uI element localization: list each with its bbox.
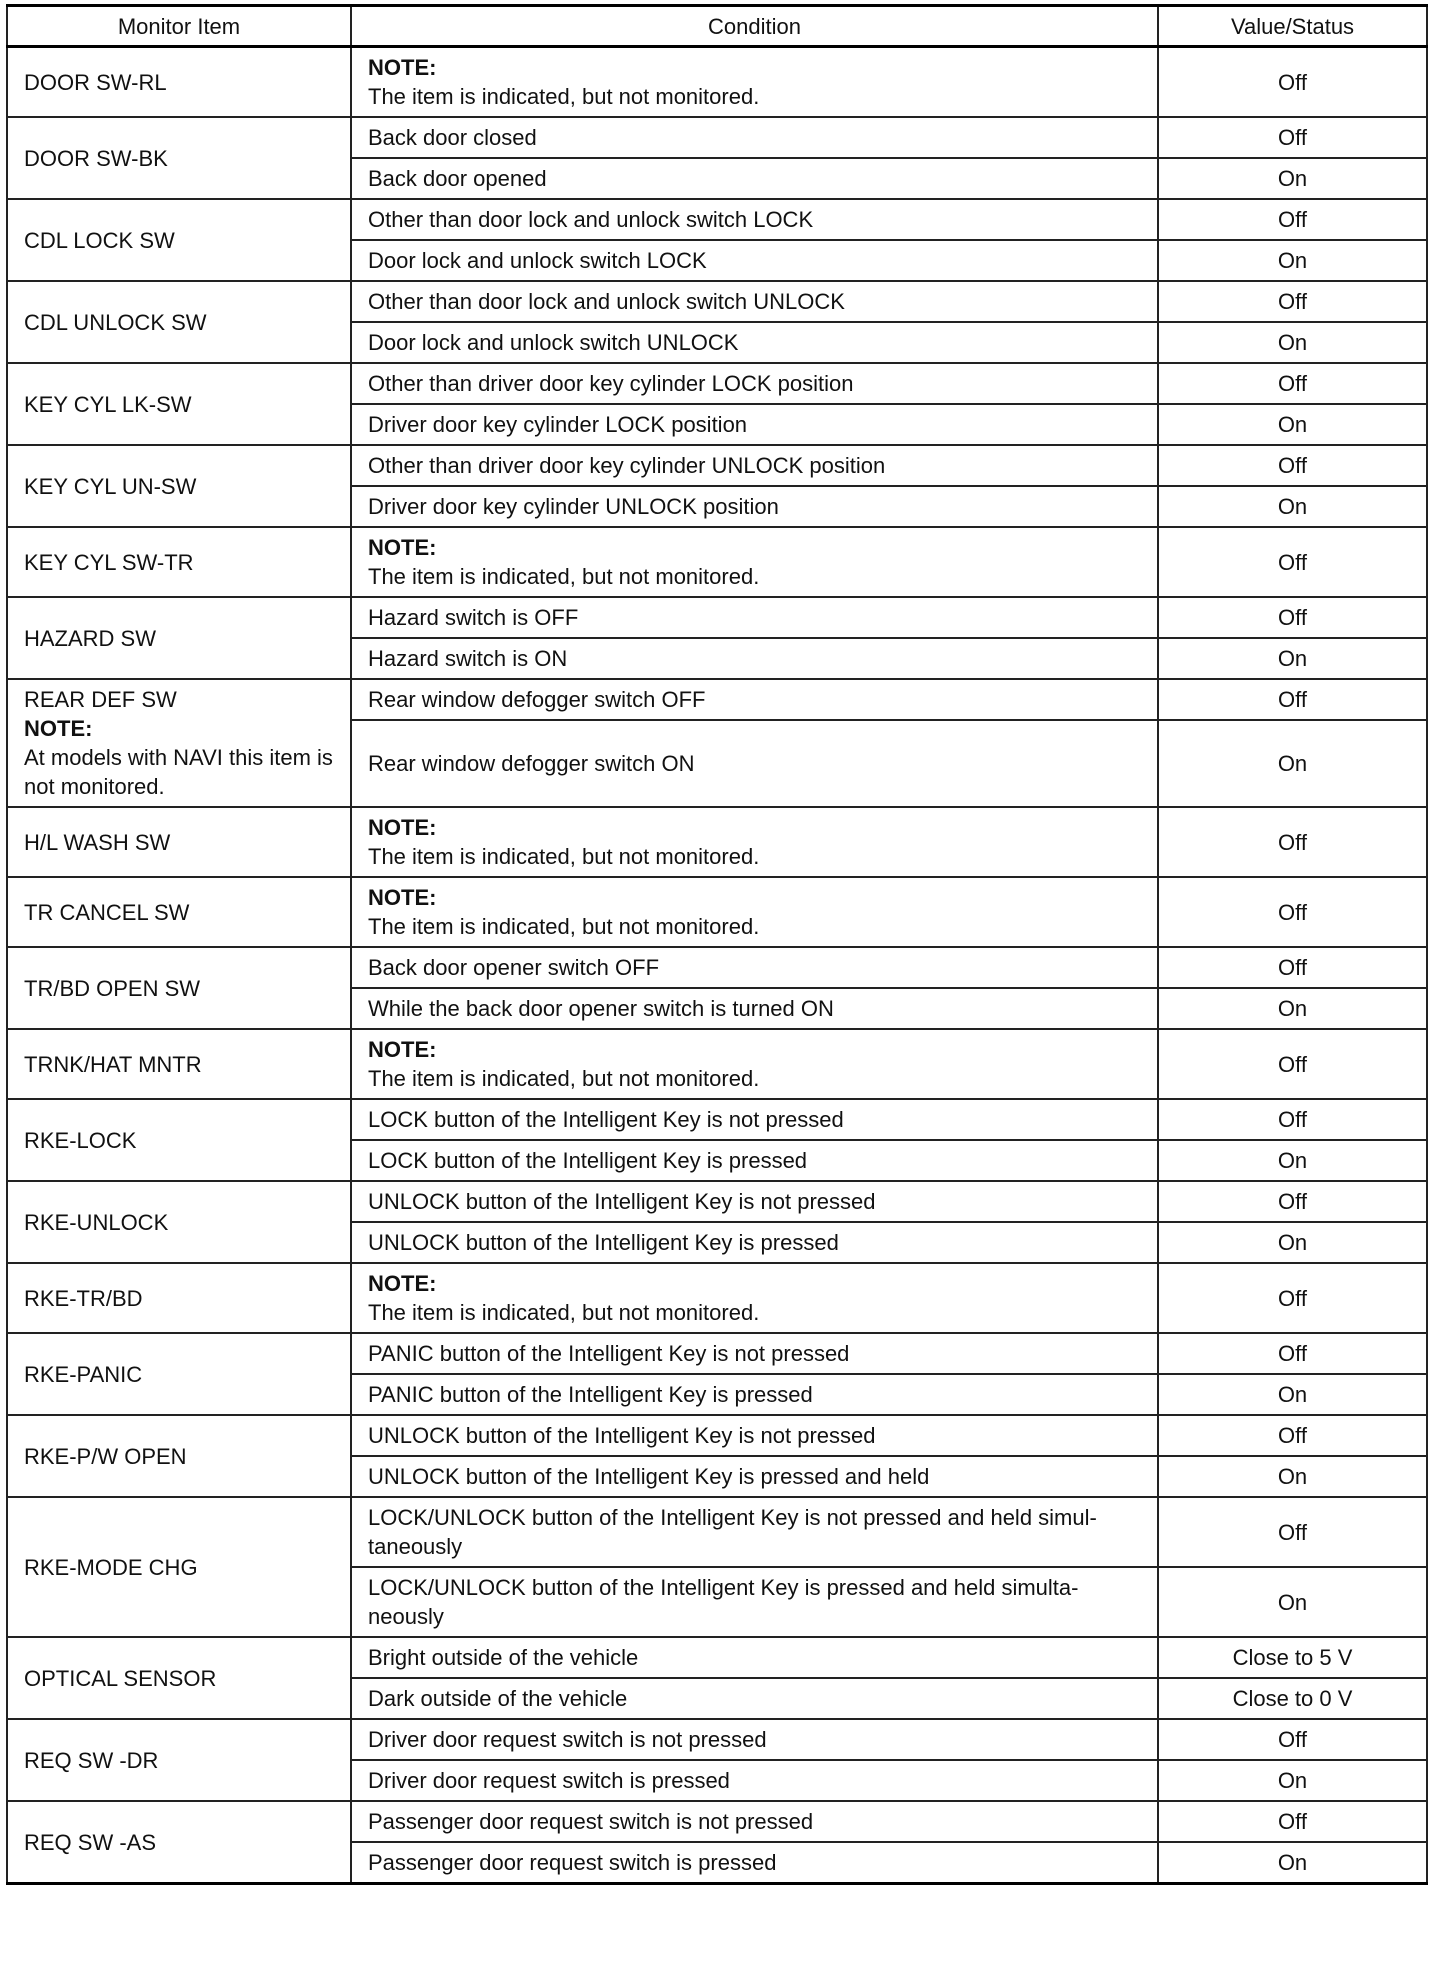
monitor-item-cell: [7, 1801, 351, 1884]
monitor-item-name: RKE-MODE CHG: [24, 1554, 198, 1580]
condition-text: Back door closed: [368, 125, 537, 150]
condition-text: neously: [368, 1604, 444, 1629]
value-status-cell: On: [1158, 240, 1427, 281]
monitor-item-cell: [7, 877, 351, 947]
condition-cell: [351, 1181, 1158, 1222]
monitor-item-name: REQ SW -DR: [24, 1747, 159, 1773]
header-monitor-item: Monitor Item: [7, 6, 351, 47]
monitor-item-name: DOOR SW-BK: [24, 145, 168, 171]
monitor-item-name: KEY CYL UN-SW: [24, 473, 197, 499]
monitor-item-name: RKE-PANIC: [24, 1361, 143, 1387]
table-row: [7, 1497, 1427, 1567]
condition-cell: [351, 158, 1158, 199]
table-row: [7, 527, 1427, 597]
condition-cell: [351, 240, 1158, 281]
monitor-item-name: TRNK/HAT MNTR: [24, 1051, 202, 1077]
monitor-item-name: TR CANCEL SW: [24, 899, 190, 925]
condition-text: Driver door request switch is not pressed: [368, 1727, 767, 1752]
condition-note: The item is indicated, but not monitored.: [368, 844, 760, 869]
monitor-item-cell: [7, 679, 351, 807]
condition-text: PANIC button of the Intelligent Key is not pressed: [368, 1341, 850, 1366]
header-row: [7, 6, 1427, 47]
condition-cell: [351, 1222, 1158, 1263]
condition-text: LOCK button of the Intelligent Key is not pressed: [368, 1107, 844, 1132]
condition-text: Driver door request switch is pressed: [368, 1768, 730, 1793]
monitor-item-note: At models with NAVI this item is not monitored.: [24, 745, 333, 799]
monitor-item-name: REQ SW -AS: [24, 1829, 157, 1855]
monitor-item-cell: [7, 199, 351, 281]
table-row: [7, 1029, 1427, 1099]
value-status-cell: Off: [1158, 597, 1427, 638]
value-status-cell: Off: [1158, 947, 1427, 988]
value-status-cell: On: [1158, 988, 1427, 1029]
condition-text: taneously: [368, 1534, 463, 1559]
monitor-item-cell: [7, 1637, 351, 1719]
condition-cell: [351, 404, 1158, 445]
condition-text: LOCK button of the Intelligent Key is pressed: [368, 1148, 808, 1173]
monitor-item-cell: [7, 1029, 351, 1099]
condition-cell: [351, 486, 1158, 527]
condition-text: Other than door lock and unlock switch UNLOCK: [368, 289, 845, 314]
condition-cell: [351, 363, 1158, 404]
condition-cell: [351, 877, 1158, 947]
value-status-cell: On: [1158, 638, 1427, 679]
condition-cell: [351, 720, 1158, 807]
table-row: [7, 281, 1427, 322]
condition-text: Hazard switch is ON: [368, 646, 568, 671]
monitor-item-table: [6, 4, 1428, 1885]
value-status-cell: Off: [1158, 1099, 1427, 1140]
value-status-cell: Close to 0 V: [1158, 1678, 1427, 1719]
condition-text: UNLOCK button of the Intelligent Key is pressed: [368, 1230, 839, 1255]
note-label: NOTE:: [368, 1271, 437, 1296]
table-row: [7, 445, 1427, 486]
condition-cell: [351, 1456, 1158, 1497]
condition-text: UNLOCK button of the Intelligent Key is pressed and held: [368, 1464, 930, 1489]
monitor-item-cell: [7, 117, 351, 199]
monitor-item-name: HAZARD SW: [24, 625, 156, 651]
note-label: NOTE:: [368, 885, 437, 910]
value-status-cell: Off: [1158, 1497, 1427, 1567]
condition-cell: [351, 1637, 1158, 1678]
monitor-item-cell: [7, 947, 351, 1029]
condition-text: Dark outside of the vehicle: [368, 1686, 628, 1711]
value-status-cell: Off: [1158, 1333, 1427, 1374]
value-status-cell: On: [1158, 1842, 1427, 1884]
value-status-cell: Off: [1158, 1415, 1427, 1456]
header-condition: Condition: [351, 6, 1158, 47]
condition-text: Back door opened: [368, 166, 547, 191]
table-row: [7, 1801, 1427, 1842]
condition-cell: [351, 988, 1158, 1029]
condition-cell: [351, 1140, 1158, 1181]
value-status-cell: Off: [1158, 679, 1427, 720]
note-label: NOTE:: [24, 716, 93, 741]
condition-text: Hazard switch is OFF: [368, 605, 579, 630]
value-status-cell: Off: [1158, 807, 1427, 877]
condition-text: Bright outside of the vehicle: [368, 1645, 639, 1670]
monitor-item-cell: [7, 527, 351, 597]
note-label: NOTE:: [368, 1037, 437, 1062]
condition-cell: [351, 679, 1158, 720]
condition-cell: [351, 1760, 1158, 1801]
header-value-status: Value/Status: [1158, 6, 1427, 47]
condition-cell: [351, 1263, 1158, 1333]
condition-text: Back door opener switch OFF: [368, 955, 660, 980]
table-row: [7, 1181, 1427, 1222]
table-row: [7, 597, 1427, 638]
table-row: [7, 363, 1427, 404]
value-status-cell: On: [1158, 1374, 1427, 1415]
condition-cell: [351, 1333, 1158, 1374]
table-row: [7, 1637, 1427, 1678]
table-row: [7, 1263, 1427, 1333]
value-status-cell: On: [1158, 720, 1427, 807]
note-label: NOTE:: [368, 815, 437, 840]
value-status-cell: On: [1158, 486, 1427, 527]
monitor-item-name: REAR DEF SW: [24, 687, 177, 712]
condition-text: Other than driver door key cylinder UNLOCK position: [368, 453, 886, 478]
condition-cell: [351, 947, 1158, 988]
monitor-item-name: CDL UNLOCK SW: [24, 309, 207, 335]
note-label: NOTE:: [368, 535, 437, 560]
value-status-cell: Off: [1158, 1801, 1427, 1842]
condition-cell: [351, 1842, 1158, 1884]
condition-text: Driver door key cylinder UNLOCK position: [368, 494, 779, 519]
condition-note: The item is indicated, but not monitored.: [368, 1300, 760, 1325]
condition-text: Other than driver door key cylinder LOCK position: [368, 371, 854, 396]
note-label: NOTE:: [368, 55, 437, 80]
condition-cell: [351, 1801, 1158, 1842]
condition-text: PANIC button of the Intelligent Key is pressed: [368, 1382, 813, 1407]
table-row: [7, 1333, 1427, 1374]
table-row: [7, 947, 1427, 988]
value-status-cell: Off: [1158, 117, 1427, 158]
condition-cell: [351, 1497, 1158, 1567]
value-status-cell: Off: [1158, 363, 1427, 404]
condition-cell: [351, 445, 1158, 486]
monitor-item-cell: [7, 47, 351, 118]
condition-text: Passenger door request switch is pressed: [368, 1850, 777, 1875]
condition-cell: [351, 1719, 1158, 1760]
monitor-item-name: TR/BD OPEN SW: [24, 975, 201, 1001]
condition-cell: [351, 47, 1158, 118]
monitor-item-cell: [7, 1497, 351, 1637]
condition-cell: [351, 1374, 1158, 1415]
value-status-cell: Off: [1158, 1719, 1427, 1760]
condition-cell: [351, 1099, 1158, 1140]
condition-cell: [351, 1029, 1158, 1099]
value-status-cell: On: [1158, 322, 1427, 363]
condition-cell: [351, 117, 1158, 158]
value-status-cell: Off: [1158, 199, 1427, 240]
condition-cell: [351, 527, 1158, 597]
condition-text: While the back door opener switch is turned ON: [368, 996, 834, 1021]
condition-cell: [351, 1567, 1158, 1637]
monitor-item-cell: [7, 1415, 351, 1497]
value-status-cell: Off: [1158, 877, 1427, 947]
monitor-item-cell: [7, 445, 351, 527]
value-status-cell: On: [1158, 158, 1427, 199]
monitor-item-name: OPTICAL SENSOR: [24, 1665, 217, 1691]
value-status-cell: Off: [1158, 1263, 1427, 1333]
monitor-item-name: KEY CYL SW-TR: [24, 549, 194, 575]
condition-text: Door lock and unlock switch LOCK: [368, 248, 707, 273]
value-status-cell: Off: [1158, 445, 1427, 486]
monitor-item-name: RKE-P/W OPEN: [24, 1443, 187, 1469]
value-status-cell: Close to 5 V: [1158, 1637, 1427, 1678]
monitor-item-cell: [7, 1099, 351, 1181]
table-row: [7, 1415, 1427, 1456]
condition-note: The item is indicated, but not monitored.: [368, 914, 760, 939]
monitor-item-name: RKE-UNLOCK: [24, 1209, 169, 1235]
condition-text: UNLOCK button of the Intelligent Key is not pressed: [368, 1189, 876, 1214]
condition-cell: [351, 807, 1158, 877]
monitor-item-name: CDL LOCK SW: [24, 227, 175, 253]
condition-cell: [351, 322, 1158, 363]
table-row: [7, 807, 1427, 877]
value-status-cell: On: [1158, 1456, 1427, 1497]
condition-cell: [351, 1678, 1158, 1719]
table-row: [7, 117, 1427, 158]
monitor-item-cell: [7, 281, 351, 363]
condition-text: Passenger door request switch is not pressed: [368, 1809, 814, 1834]
condition-text: Rear window defogger switch ON: [368, 751, 695, 776]
value-status-cell: Off: [1158, 281, 1427, 322]
value-status-cell: On: [1158, 1140, 1427, 1181]
value-status-cell: On: [1158, 404, 1427, 445]
monitor-item-cell: [7, 597, 351, 679]
table-body: [7, 47, 1427, 1884]
condition-text: Door lock and unlock switch UNLOCK: [368, 330, 739, 355]
table-row: [7, 47, 1427, 118]
monitor-item-cell: [7, 1181, 351, 1263]
table-row: [7, 1099, 1427, 1140]
condition-text: LOCK/UNLOCK button of the Intelligent Key is pressed and held simulta-: [368, 1575, 1079, 1600]
value-status-cell: Off: [1158, 1029, 1427, 1099]
value-status-cell: On: [1158, 1222, 1427, 1263]
condition-text: Driver door key cylinder LOCK position: [368, 412, 748, 437]
monitor-item-name: RKE-TR/BD: [24, 1285, 143, 1311]
condition-text: UNLOCK button of the Intelligent Key is not pressed: [368, 1423, 876, 1448]
condition-text: Other than door lock and unlock switch LOCK: [368, 207, 814, 232]
value-status-cell: On: [1158, 1760, 1427, 1801]
monitor-item-cell: [7, 1263, 351, 1333]
value-status-cell: On: [1158, 1567, 1427, 1637]
condition-cell: [351, 199, 1158, 240]
monitor-item-cell: [7, 363, 351, 445]
condition-cell: [351, 1415, 1158, 1456]
condition-text: LOCK/UNLOCK button of the Intelligent Key is not pressed and held simul-: [368, 1505, 1097, 1530]
condition-cell: [351, 597, 1158, 638]
monitor-item-name: H/L WASH SW: [24, 829, 171, 855]
condition-note: The item is indicated, but not monitored.: [368, 1066, 760, 1091]
condition-text: Rear window defogger switch OFF: [368, 687, 706, 712]
condition-note: The item is indicated, but not monitored.: [368, 564, 760, 589]
monitor-item-name: KEY CYL LK-SW: [24, 391, 192, 417]
table-row: [7, 679, 1427, 720]
monitor-item-cell: [7, 1719, 351, 1801]
table-row: [7, 199, 1427, 240]
table-row: [7, 877, 1427, 947]
value-status-cell: Off: [1158, 47, 1427, 118]
condition-cell: [351, 638, 1158, 679]
table-row: [7, 1719, 1427, 1760]
monitor-item-cell: [7, 807, 351, 877]
monitor-item-name: DOOR SW-RL: [24, 69, 167, 95]
monitor-item-name: RKE-LOCK: [24, 1127, 137, 1153]
value-status-cell: Off: [1158, 1181, 1427, 1222]
monitor-item-cell: [7, 1333, 351, 1415]
value-status-cell: Off: [1158, 527, 1427, 597]
condition-cell: [351, 281, 1158, 322]
condition-note: The item is indicated, but not monitored.: [368, 84, 760, 109]
